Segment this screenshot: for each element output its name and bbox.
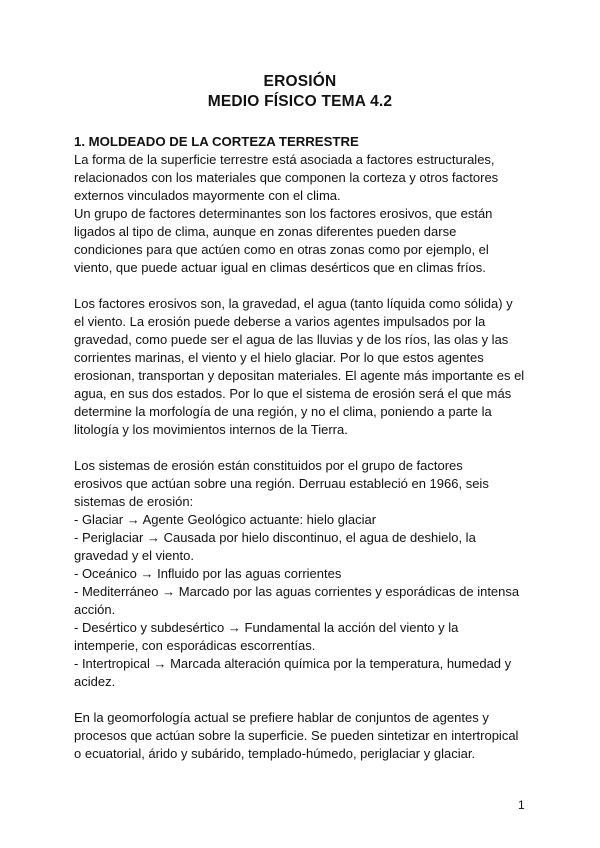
- list-item: - Desértico y subdesértico → Fundamental la acción del viento y la: [74, 620, 459, 635]
- paragraph-spacer: [74, 691, 534, 709]
- text-line: sistemas de erosión:: [74, 494, 194, 509]
- paragraph-spacer: [74, 439, 534, 457]
- list-item: - Glaciar → Agente Geológico actuante: hielo glaciar: [74, 512, 377, 527]
- section-heading: 1. MOLDEADO DE LA CORTEZA TERRESTRE: [74, 134, 359, 149]
- text-line: Un grupo de factores determinantes son los factores erosivos, que están: [74, 206, 493, 221]
- text-line: La forma de la superficie terrestre está asociada a factores estructurales,: [74, 152, 495, 167]
- text-line: condiciones para que actúen como en otras zonas como por ejemplo, el: [74, 242, 489, 257]
- list-item: - Oceánico → Influido por las aguas corrientes: [74, 566, 342, 581]
- list-item: - Periglaciar → Causada por hielo discontinuo, el agua de deshielo, la: [74, 530, 476, 545]
- text-line: erosivos que actúan sobre una región. Derruau estableció en 1966, seis: [74, 476, 489, 491]
- paragraph-3: [74, 457, 534, 691]
- paragraph-2: [74, 295, 534, 439]
- text-line: externos vinculados mayormente con el clima.: [74, 188, 341, 203]
- text-line: agua, en sus dos estados. Por lo que el sistema de erosión será el que más: [74, 386, 512, 401]
- text-line: acción.: [74, 602, 116, 617]
- text-line: litología y los movimientos internos de la Tierra.: [74, 422, 348, 437]
- document-subtitle: MEDIO FÍSICO TEMA 4.2: [207, 93, 393, 110]
- text-line: gravedad y el viento.: [74, 548, 194, 563]
- document-body: [74, 133, 534, 763]
- text-line: Los factores erosivos son, la gravedad, el agua (tanto líquida como sólida) y: [74, 296, 513, 311]
- text-line: determine la morfología de una región, y no el clima, poniendo a parte la: [74, 404, 492, 419]
- paragraph-4: [74, 709, 534, 763]
- text-line: intemperie, con esporádicas escorrentías.: [74, 638, 316, 653]
- text-line: En la geomorfología actual se prefiere hablar de conjuntos de agentes y: [74, 710, 489, 725]
- text-line: el viento. La erosión puede deberse a varios agentes impulsados por la: [74, 314, 486, 329]
- list-item: - Intertropical → Marcada alteración química por la temperatura, humedad y: [74, 656, 512, 671]
- text-line: relacionados con los materiales que componen la corteza y otros factores: [74, 170, 499, 185]
- text-line: erosionan, transportan y depositan materiales. El agente más importante es el: [74, 368, 525, 383]
- text-line: o ecuatorial, árido y subárido, templado-húmedo, periglaciar y glaciar.: [74, 746, 476, 761]
- text-line: procesos que actúan sobre la superficie. Se pueden sintetizar en intertropical: [74, 728, 519, 743]
- text-line: acidez.: [74, 674, 116, 689]
- paragraph-spacer: [74, 277, 534, 295]
- document-title: EROSIÓN: [263, 73, 337, 90]
- page-number: 1: [518, 798, 525, 812]
- text-line: ligados al tipo de clima, aunque en zonas diferentes pueden darse: [74, 224, 457, 239]
- list-item: - Mediterráneo → Marcado por las aguas corrientes y esporádicas de intensa: [74, 584, 520, 599]
- text-line: gravedad, como puede ser el agua de las lluvias y de los ríos, las olas y las: [74, 332, 509, 347]
- paragraph-1: [74, 151, 534, 277]
- text-line: viento, que puede actuar igual en climas desérticos que en climas fríos.: [74, 260, 486, 275]
- text-line: corrientes marinas, el viento y el hielo glaciar. Por lo que estos agentes: [74, 350, 484, 365]
- text-line: Los sistemas de erosión están constituidos por el grupo de factores: [74, 458, 463, 473]
